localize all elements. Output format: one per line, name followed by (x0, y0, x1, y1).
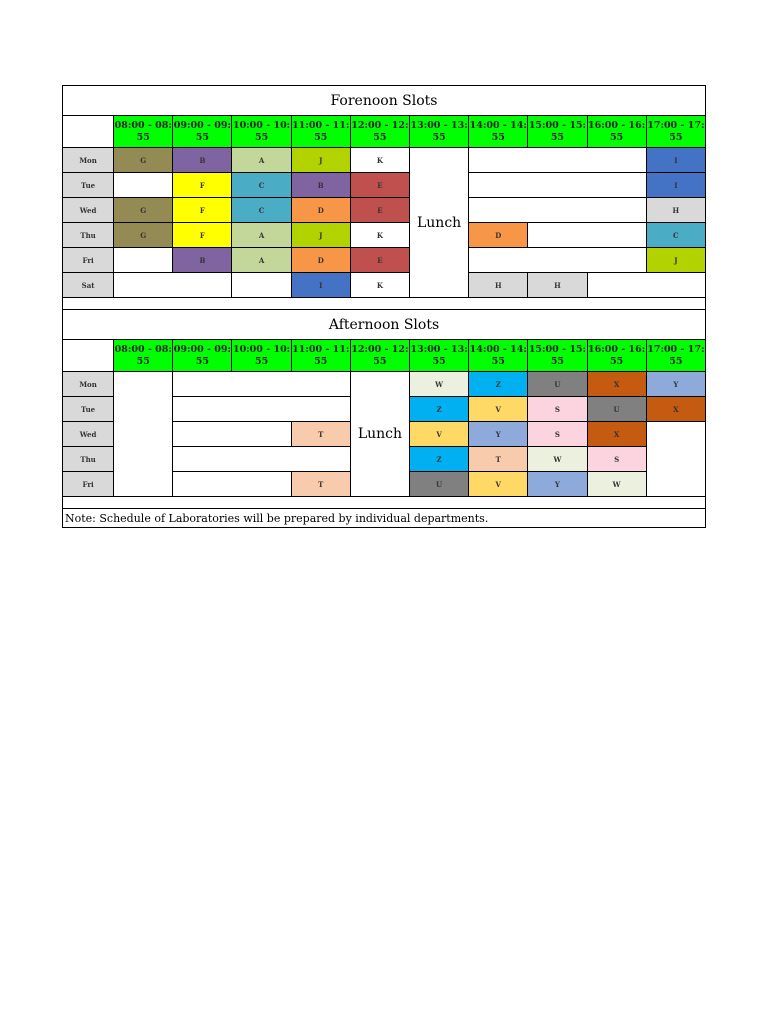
empty-slot (114, 173, 173, 198)
time-slot-start: 15:00 - 15: (528, 119, 587, 131)
time-slot-header (114, 340, 173, 372)
course-slot: I (646, 173, 705, 198)
day-label: Tue (63, 397, 114, 422)
empty-slot (587, 273, 705, 298)
course-slot: G (114, 198, 173, 223)
course-slot: Z (410, 447, 469, 472)
spacer (63, 298, 706, 310)
empty-slot (528, 223, 646, 248)
time-slot-header (114, 116, 173, 148)
header-row (63, 340, 706, 372)
time-slot-end: 55 (669, 131, 683, 143)
course-slot: G (114, 223, 173, 248)
day-row (63, 372, 706, 397)
course-slot: Z (469, 372, 528, 397)
time-slot-start: 11:00 - 11: (292, 343, 350, 355)
course-slot: U (528, 372, 587, 397)
day-label: Sat (63, 273, 114, 298)
course-slot: E (350, 198, 409, 223)
time-slot-header (173, 116, 232, 148)
day-row (63, 148, 706, 173)
empty-slot-block (114, 372, 173, 497)
time-slot-header (350, 116, 409, 148)
course-slot: X (587, 422, 646, 447)
footnote: Note: Schedule of Laboratories will be prepared by individual departments. (63, 509, 706, 528)
course-slot: V (469, 397, 528, 422)
time-slot-header (469, 116, 528, 148)
time-slot-header (350, 340, 409, 372)
empty-slot (173, 422, 291, 447)
time-slot-header (410, 116, 469, 148)
time-slot-start: 10:00 - 10: (232, 119, 291, 131)
course-slot: I (646, 148, 705, 173)
forenoon-title: Forenoon Slots (63, 86, 706, 116)
day-label: Fri (63, 248, 114, 273)
course-slot: D (469, 223, 528, 248)
time-slot-header (291, 116, 350, 148)
time-slot-header (173, 340, 232, 372)
time-slot-start: 08:00 - 08: (114, 119, 172, 131)
day-row (63, 223, 706, 248)
course-slot: F (173, 198, 232, 223)
course-slot: H (646, 198, 705, 223)
course-slot: U (587, 397, 646, 422)
day-row (63, 273, 706, 298)
course-slot: Y (528, 472, 587, 497)
time-slot-end: 55 (550, 131, 565, 143)
spacer-row (63, 298, 706, 310)
header-corner (63, 116, 114, 148)
course-slot: A (232, 248, 291, 273)
empty-slot (232, 273, 291, 298)
empty-slot-block (646, 422, 705, 497)
course-slot: Z (410, 397, 469, 422)
time-slot-end: 55 (373, 131, 387, 143)
time-slot-start: 09:00 - 09: (173, 119, 232, 131)
course-slot: K (350, 273, 409, 298)
day-label: Thu (63, 447, 114, 472)
course-slot: X (646, 397, 705, 422)
course-slot: W (528, 447, 587, 472)
time-slot-header (587, 116, 646, 148)
time-slot-end: 55 (136, 131, 150, 143)
time-slot-header (232, 116, 291, 148)
day-label: Wed (63, 422, 114, 447)
time-slot-header (528, 116, 587, 148)
course-slot: S (528, 422, 587, 447)
time-slot-header (646, 340, 705, 372)
course-slot: B (173, 148, 232, 173)
empty-slot (114, 248, 173, 273)
time-slot-end: 55 (136, 355, 150, 367)
day-row (63, 173, 706, 198)
time-slot-end: 55 (373, 355, 387, 367)
course-slot: B (291, 173, 350, 198)
empty-slot (469, 198, 647, 223)
course-slot: D (291, 248, 350, 273)
day-label: Mon (63, 372, 114, 397)
time-slot-header (587, 340, 646, 372)
time-slot-end: 55 (254, 131, 269, 143)
lunch-break: Lunch (350, 372, 409, 497)
time-slot-end: 55 (609, 355, 624, 367)
timetable-sheet (62, 85, 706, 528)
course-slot: V (469, 472, 528, 497)
day-label: Thu (63, 223, 114, 248)
course-slot: Y (646, 372, 705, 397)
course-slot: C (646, 223, 705, 248)
course-slot: A (232, 148, 291, 173)
time-slot-end: 55 (491, 355, 505, 367)
spacer (63, 497, 706, 509)
course-slot: Y (469, 422, 528, 447)
course-slot: E (350, 248, 409, 273)
time-slot-header (528, 340, 587, 372)
time-slot-end: 55 (669, 355, 683, 367)
time-slot-end: 55 (195, 355, 210, 367)
course-slot: J (291, 223, 350, 248)
afternoon-title: Afternoon Slots (63, 310, 706, 340)
empty-slot (173, 472, 291, 497)
empty-slot (469, 248, 647, 273)
time-slot-start: 13:00 - 13: (410, 343, 468, 355)
time-slot-header (410, 340, 469, 372)
course-slot: S (528, 397, 587, 422)
course-slot: I (291, 273, 350, 298)
lunch-break: Lunch (410, 148, 469, 298)
course-slot: T (469, 447, 528, 472)
course-slot: J (646, 248, 705, 273)
time-slot-end: 55 (432, 131, 446, 143)
note-row (63, 509, 706, 528)
empty-slot (173, 372, 351, 397)
course-slot: K (350, 148, 409, 173)
time-slot-start: 11:00 - 11: (292, 119, 350, 131)
day-row (63, 248, 706, 273)
time-slot-header (232, 340, 291, 372)
course-slot: U (410, 472, 469, 497)
day-label: Tue (63, 173, 114, 198)
afternoon-title-row (63, 310, 706, 340)
course-slot: T (291, 422, 350, 447)
course-slot: X (587, 372, 646, 397)
time-slot-header (469, 340, 528, 372)
course-slot: K (350, 223, 409, 248)
course-slot: D (291, 198, 350, 223)
time-slot-start: 13:00 - 13: (410, 119, 468, 131)
time-slot-end: 55 (432, 355, 446, 367)
empty-slot (114, 273, 232, 298)
spacer-row (63, 497, 706, 509)
time-slot-end: 55 (195, 131, 210, 143)
time-slot-header (291, 340, 350, 372)
time-slot-start: 17:00 - 17: (647, 119, 705, 131)
empty-slot (469, 173, 647, 198)
time-slot-start: 14:00 - 14: (469, 343, 527, 355)
time-slot-start: 09:00 - 09: (173, 343, 232, 355)
course-slot: C (232, 173, 291, 198)
day-label: Mon (63, 148, 114, 173)
course-slot: A (232, 223, 291, 248)
course-slot: J (291, 148, 350, 173)
course-slot: S (587, 447, 646, 472)
time-slot-start: 12:00 - 12: (351, 343, 409, 355)
time-slot-end: 55 (609, 131, 624, 143)
time-slot-end: 55 (314, 131, 328, 143)
course-slot: H (528, 273, 587, 298)
time-slot-end: 55 (550, 355, 565, 367)
empty-slot (173, 397, 351, 422)
course-slot: C (232, 198, 291, 223)
course-slot: B (173, 248, 232, 273)
course-slot: W (410, 372, 469, 397)
time-slot-start: 08:00 - 08: (114, 343, 172, 355)
time-slot-start: 14:00 - 14: (469, 119, 527, 131)
course-slot: W (587, 472, 646, 497)
course-slot: F (173, 173, 232, 198)
time-slot-start: 10:00 - 10: (232, 343, 291, 355)
header-row (63, 116, 706, 148)
day-row (63, 198, 706, 223)
course-slot: G (114, 148, 173, 173)
time-slot-end: 55 (491, 131, 505, 143)
course-slot: H (469, 273, 528, 298)
forenoon-title-row (63, 86, 706, 116)
empty-slot (173, 447, 351, 472)
course-slot: F (173, 223, 232, 248)
day-label: Fri (63, 472, 114, 497)
time-slot-end: 55 (314, 355, 328, 367)
time-slot-start: 17:00 - 17: (647, 343, 705, 355)
time-slot-start: 16:00 - 16: (587, 343, 646, 355)
course-slot: V (410, 422, 469, 447)
header-corner (63, 340, 114, 372)
timetable-grid (62, 85, 706, 528)
time-slot-end: 55 (254, 355, 269, 367)
day-label: Wed (63, 198, 114, 223)
time-slot-start: 12:00 - 12: (351, 119, 409, 131)
course-slot: T (291, 472, 350, 497)
time-slot-header (646, 116, 705, 148)
course-slot: E (350, 173, 409, 198)
time-slot-start: 15:00 - 15: (528, 343, 587, 355)
empty-slot (469, 148, 647, 173)
time-slot-start: 16:00 - 16: (587, 119, 646, 131)
